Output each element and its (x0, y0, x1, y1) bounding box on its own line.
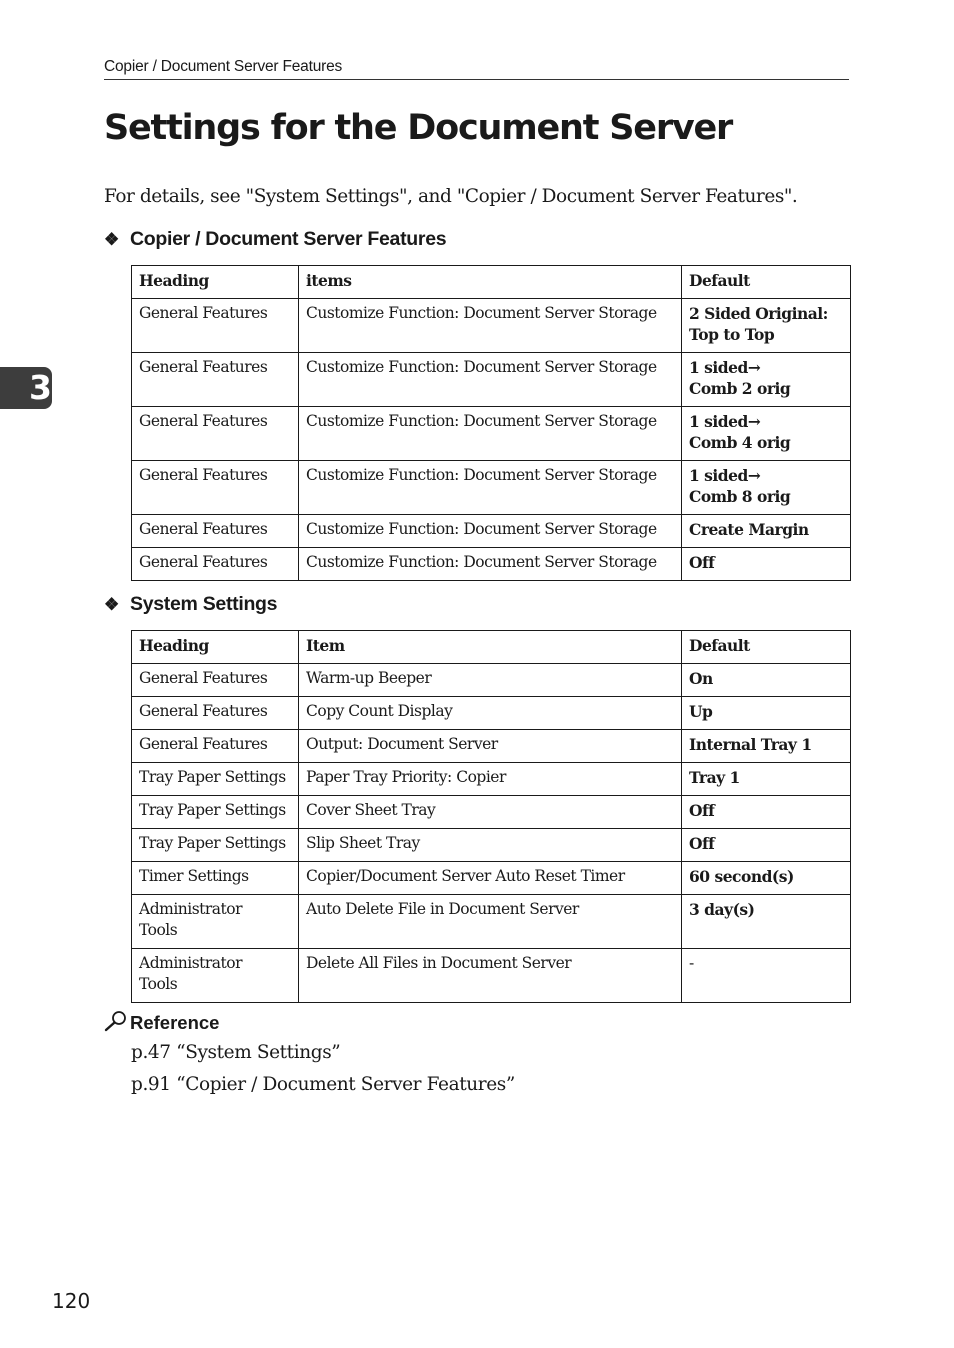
row-default (682, 461, 851, 515)
system-section-heading (104, 591, 277, 618)
row-default: - (682, 949, 851, 1003)
row-item: Warm-up Beeper (299, 664, 682, 697)
running-header-title: Copier / Document Server Features (104, 58, 343, 75)
row-default: Tray 1 (682, 763, 851, 796)
intro-paragraph: For details, see "System Settings", and "Copier / Document Server Features". (104, 186, 798, 207)
row-item: Output: Document Server (299, 730, 682, 763)
chapter-tab (0, 367, 52, 409)
table-row (132, 515, 851, 548)
row-heading (132, 949, 299, 1003)
row-default: On (682, 664, 851, 697)
table-row (132, 697, 851, 730)
table-row (132, 353, 851, 407)
row-item: Auto Delete File in Document Server (299, 895, 682, 949)
column-header: Heading (132, 266, 299, 299)
table-row (132, 949, 851, 1003)
system-settings-table (131, 630, 851, 1003)
reference-link[interactable]: p.47 “System Settings” (131, 1042, 341, 1063)
row-item: Customize Function: Document Server Storage (299, 515, 682, 548)
table-row (132, 461, 851, 515)
table-header-row (132, 266, 851, 299)
page-title: Settings for the Document Server (104, 108, 733, 148)
row-item: Customize Function: Document Server Storage (299, 299, 682, 353)
reference-label: Reference (130, 1012, 220, 1033)
row-default: Off (682, 548, 851, 581)
default-line: Top to Top (689, 325, 775, 344)
column-header: Default (682, 266, 851, 299)
heading-line: Administrator (139, 954, 243, 972)
copier-section-title: Copier / Document Server Features (130, 228, 447, 250)
table-row (132, 763, 851, 796)
column-header: Heading (132, 631, 299, 664)
row-heading: General Features (132, 664, 299, 697)
row-item: Paper Tray Priority: Copier (299, 763, 682, 796)
row-heading: Tray Paper Settings (132, 829, 299, 862)
table-header-row (132, 631, 851, 664)
row-default: 60 second(s) (682, 862, 851, 895)
row-heading: Timer Settings (132, 862, 299, 895)
default-line: 2 Sided Original: (689, 304, 828, 323)
diamond-bullet-icon: ❖ (104, 230, 119, 249)
chapter-number: 3 (29, 368, 52, 407)
column-header: Item (299, 631, 682, 664)
row-item: Slip Sheet Tray (299, 829, 682, 862)
row-heading: General Features (132, 548, 299, 581)
row-item: Copy Count Display (299, 697, 682, 730)
row-default (682, 407, 851, 461)
reference-link[interactable]: p.91 “Copier / Document Server Features” (131, 1074, 515, 1095)
system-section-title: System Settings (130, 593, 278, 615)
row-heading (132, 895, 299, 949)
heading-line: Administrator (139, 900, 243, 918)
table-row (132, 895, 851, 949)
row-heading: General Features (132, 697, 299, 730)
row-heading: General Features (132, 515, 299, 548)
page-number: 120 (52, 1289, 91, 1313)
copier-section-heading (104, 226, 446, 253)
heading-line: Tools (139, 921, 178, 939)
row-default: Internal Tray 1 (682, 730, 851, 763)
default-line: 1 sided→ (689, 358, 761, 377)
row-item: Customize Function: Document Server Storage (299, 407, 682, 461)
default-line: 1 sided→ (689, 412, 761, 431)
diamond-bullet-icon: ❖ (104, 595, 119, 614)
row-item: Cover Sheet Tray (299, 796, 682, 829)
row-item: Customize Function: Document Server Storage (299, 461, 682, 515)
copier-settings-table (131, 265, 851, 581)
table-row (132, 730, 851, 763)
default-line: Comb 8 orig (689, 487, 791, 506)
table-row (132, 796, 851, 829)
row-item: Customize Function: Document Server Storage (299, 353, 682, 407)
row-item: Copier/Document Server Auto Reset Timer (299, 862, 682, 895)
heading-line: Tools (139, 975, 178, 993)
row-default (682, 299, 851, 353)
row-default (682, 353, 851, 407)
row-default: Off (682, 829, 851, 862)
magnifier-icon (104, 1010, 128, 1032)
table-row (132, 548, 851, 581)
row-default: Off (682, 796, 851, 829)
row-heading: Tray Paper Settings (132, 796, 299, 829)
default-line: Comb 4 orig (689, 433, 791, 452)
running-header (104, 57, 849, 80)
row-default: Up (682, 697, 851, 730)
row-item: Delete All Files in Document Server (299, 949, 682, 1003)
row-heading: General Features (132, 461, 299, 515)
table-row (132, 664, 851, 697)
table-row (132, 862, 851, 895)
reference-heading (104, 1010, 219, 1036)
column-header: items (299, 266, 682, 299)
table-row (132, 829, 851, 862)
default-line: Comb 2 orig (689, 379, 791, 398)
row-default: 3 day(s) (682, 895, 851, 949)
column-header: Default (682, 631, 851, 664)
row-heading: General Features (132, 353, 299, 407)
row-default: Create Margin (682, 515, 851, 548)
table-row (132, 299, 851, 353)
default-line: 1 sided→ (689, 466, 761, 485)
row-heading: General Features (132, 730, 299, 763)
table-row (132, 407, 851, 461)
row-heading: Tray Paper Settings (132, 763, 299, 796)
row-item: Customize Function: Document Server Storage (299, 548, 682, 581)
row-heading: General Features (132, 299, 299, 353)
row-heading: General Features (132, 407, 299, 461)
